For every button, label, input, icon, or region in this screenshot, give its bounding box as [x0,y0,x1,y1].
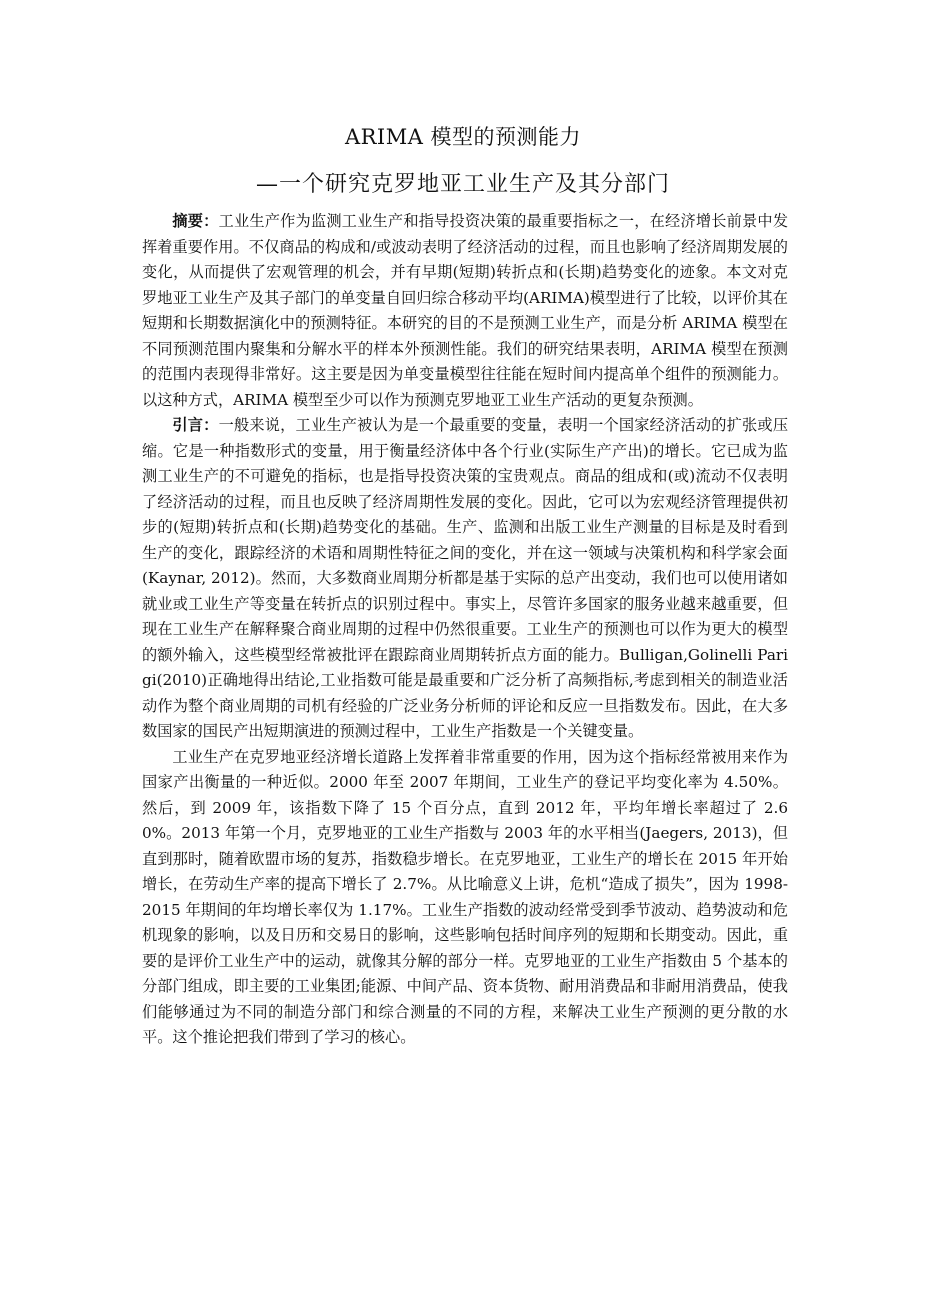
introduction-text: 一般来说，工业生产被认为是一个最重要的变量，表明一个国家经济活动的扩张或压缩。它是一种指数形式的变量，用于衡量经济体中各个行业(实际生产产出)的增长。它已成为监测工业生产的不可避免的指标，也是指导投资决策的宝贵观点。商品的组成和(或)流动不仅表明了经济活动的过程，而且也反映了经济周期性发展的变化。因此，它可以为宏观经济管理提供初步的(短期)转折点和(长期)趋势变化的基础。生产、监测和出版工业生产测量的目标是及时看到生产的变化，跟踪经济的术语和周期性特征之间的变化，并在这一领域与决策机构和科学家会面(Kaynar, 2012)。然而，大多数商业周期分析都是基于实际的总产出变动，我们也可以使用诸如就业或工业生产等变量在转折点的识别过程中。事实上，尽管许多国家的服务业越来越重要，但现在工业生产在解释聚合商业周期的过程中仍然很重要。工业生产的预测也可以作为更大的模型的额外输入，这些模型经常被批评在跟踪商业周期转折点方面的能力。Bulligan,Golinelli Parigi(2010)正确地得出结论,工业指数可能是最重要和广泛分析了高频指标,考虑到相关的制造业活动作为整个商业周期的司机有经验的广泛业务分析师的评论和反应一旦指数发布。因此，在大多数国家的国民产出短期演进的预测过程中，工业生产指数是一个关键变量。 [142,416,789,740]
abstract-text: 工业生产作为监测工业生产和指导投资决策的最重要指标之一，在经济增长前景中发挥着重要作用。不仅商品的构成和/或波动表明了经济活动的过程，而且也影响了经济周期发展的变化，从而提供了宏观管理的机会，并有早期(短期)转折点和(长期)趋势变化的迹象。本文对克罗地亚工业生产及其子部门的单变量自回归综合移动平均(ARIMA)模型进行了比较，以评价其在短期和长期数据演化中的预测特征。本研究的目的不是预测工业生产，而是分析 ARIMA 模型在不同预测范围内聚集和分解水平的样本外预测性能。我们的研究结果表明，ARIMA 模型在预测的范围内表现得非常好。这主要是因为单变量模型往往能在短时间内提高单个组件的预测能力。以这种方式，ARIMA 模型至少可以作为预测克罗地亚工业生产活动的更复杂预测。 [142,212,789,409]
document-title: ARIMA 模型的预测能力 [344,125,582,149]
abstract-paragraph [142,209,788,413]
introduction-label: 引言： [172,416,219,434]
document-body [142,209,788,1051]
document-subtitle: —一个研究克罗地亚工业生产及其分部门 [255,172,670,197]
introduction-paragraph [142,413,788,745]
abstract-label: 摘要： [172,212,219,230]
croatia-industry-paragraph: 工业生产在克罗地亚经济增长道路上发挥着非常重要的作用，因为这个指标经常被用来作为国家产出衡量的一种近似。2000 年至 2007 年期间，工业生产的登记平均变化率为 4.50%。然后，到 2009 年，该指数下降了 15 个百分点，直到 2012 年，平均年增长率超过了 2.60%。2013 年第一个月，克罗地亚的工业生产指数与 2003 年的水平相当(Jaegers, 2013)，但直到那时，随着欧盟市场的复苏，指数稳步增长。在克罗地亚，工业生产的增长在 2015 年开始增长，在劳动生产率的提高下增长了 2.7%。从比喻意义上讲，危机“造成了损失”，因为 1998-2015 年期间的年均增长率仅为 1.17%。工业生产指数的波动经常受到季节波动、趋势波动和危机现象的影响，以及日历和交易日的影响，这些影响包括时间序列的短期和长期变动。因此，重要的是评价工业生产中的运动，就像其分解的部分一样。克罗地亚的工业生产指数由 5 个基本的分部门组成，即主要的工业集团;能源、中间产品、资本货物、耐用消费品和非耐用消费品，使我们能够通过为不同的制造分部门和综合测量的不同的方程，来解决工业生产预测的更分散的水平。这个推论把我们带到了学习的核心。 [142,747,788,1046]
